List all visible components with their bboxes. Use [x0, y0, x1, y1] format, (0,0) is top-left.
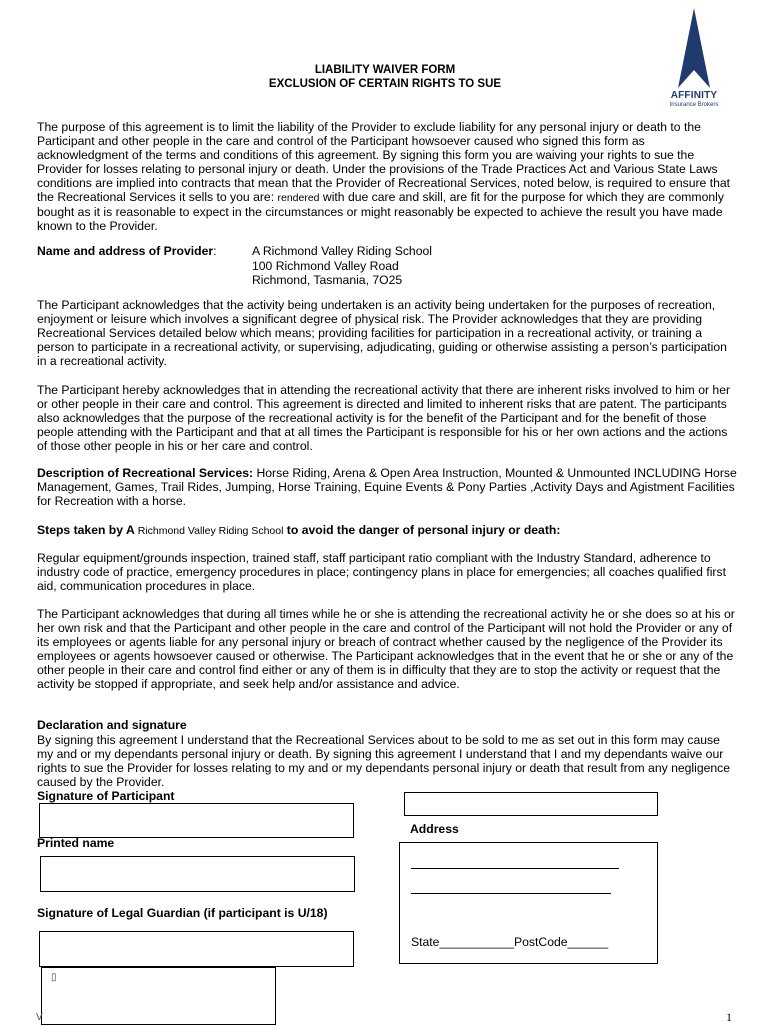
- printed-name-label: Printed name: [37, 836, 115, 850]
- address-label: Address: [410, 822, 459, 836]
- declaration-paragraph: By signing this agreement I understand that the Recreational Services about to be sold to me as set out in this form may cause my and or my dependants personal injury or death. By signing this agreement I understand that I and my dependants waive our rights to sue the Provider for losses relating to my and or my dependants personal injury or death that result from any negligence caused by the Provider.: [37, 733, 731, 789]
- affinity-logo: [664, 8, 724, 110]
- steps-prefix: Steps taken by A: [37, 523, 138, 537]
- acknowledgement-paragraph-1: The Participant acknowledges that the activity being undertaken is an activity being undertaken for the purposes of recreation, enjoyment or leisure which involves a significant degree of physical risk. The Provider acknowledges that they are providing Recreational Services detailed below which means; providing facilities for participation in a recreational activity, or training a person to participate in a recreational activity, or supervising, adjudicating, guiding or otherwise assisting a person’s participation in a recreational activity.: [37, 298, 727, 368]
- declaration-heading: Declaration and signature: [37, 718, 187, 732]
- acknowledgement-paragraph-2: The Participant hereby acknowledges that in attending the recreational activity that there are inherent risks involved to him or her or other people in their care and control. This agreement is directed and limited to inherent risks that are patent. The participants also acknowledges that the purpose of the recreational activity is for the benefit of the Participant and for the benefit of those people attending with the Participant and that at all times the Participant is responsible for his or her own actions and the actions of those other people in his or her care and control.: [37, 383, 731, 453]
- steps-heading: [37, 523, 737, 538]
- guardian-signature-field[interactable]: [39, 931, 354, 967]
- services-paragraph: [37, 466, 737, 508]
- extra-field-box[interactable]: [41, 967, 276, 1025]
- checkbox-icon: ▯: [51, 972, 57, 983]
- form-subtitle: EXCLUSION OF CERTAIN RIGHTS TO SUE: [268, 78, 502, 90]
- steps-suffix: to avoid the danger of personal injury or death:: [283, 523, 561, 537]
- services-text: Horse Riding, Arena & Open Area Instruction, Mounted & Unmounted INCLUDING Horse Management, Games, Trail Rides, Jumping, Horse Training, Equine Events & Pony Parties ,Activity Days and Agistment Facilities for Recreation with a horse.: [37, 466, 737, 508]
- state-postcode-line: State___________PostCode______: [411, 935, 609, 949]
- form-title: LIABILITY WAIVER FORM: [314, 64, 456, 76]
- risk-paragraph: The Participant acknowledges that during all times while he or she is attending the recreational activity he or she does so at his or her own risk and that the Participant and other people in the care and control of the Participant will not hold the Provider or any of its employees or agents liable for any personal injury or breach of contract whether caused by the negligence of the Provider its employees or agents howsoever caused or otherwise. The Participant acknowledges that in the event that he or she or any of the other people in their care and control find either or any of them is in difficulty that they are to stop the activity or request that the activity be stopped if appropriate, and seek help and/or assistance and advice.: [37, 607, 735, 691]
- participant-signature-field[interactable]: [39, 803, 354, 838]
- provider-label-colon: :: [213, 244, 217, 258]
- provider-city: Richmond, Tasmania, 7O25: [252, 273, 403, 287]
- logo-arrow-icon: [678, 8, 710, 88]
- purpose-paragraph: [37, 120, 737, 233]
- provider-name: A Richmond Valley Riding School: [252, 244, 432, 258]
- provider-street: 100 Richmond Valley Road: [252, 258, 399, 273]
- logo-name: AFFINITY: [670, 90, 718, 101]
- purpose-text-after: with due care and skill, are fit for the purpose for which they are commonly bought as it is reasonable to expect in the circumstances or might reasonably be expected to achieve the result you have made known to the Provider.: [37, 190, 724, 233]
- printed-name-field[interactable]: [40, 856, 355, 892]
- provider-address: [252, 244, 432, 288]
- page-number: 1: [726, 1010, 732, 1024]
- provider-label: Name and address of Provider: [37, 244, 214, 258]
- date-field[interactable]: [404, 792, 658, 816]
- services-label: Description of Recreational Services:: [37, 466, 254, 480]
- address-line-2: [411, 893, 611, 894]
- guardian-signature-label: Signature of Legal Guardian (if participant is U/18): [37, 906, 328, 920]
- steps-paragraph: Regular equipment/grounds inspection, trained staff, staff participant ratio compliant with the Industry Standard, adherence to industry code of practice, emergency procedures in place; contingency plans in place for emergencies; all coaches qualified first aid, communication procedures in place.: [37, 551, 726, 593]
- steps-school: Richmond Valley Riding School: [137, 525, 284, 537]
- purpose-small-word: rendered: [277, 192, 320, 204]
- purpose-text-before: The purpose of this agreement is to limit the liability of the Provider to exclude liability for any personal injury or death to the Participant and other people in the care and control of the Participant howsoever caused who signed this form as acknowledgment of the terms and conditions of this agreement. By signing this form you are waiving your rights to sue the Provider for losses relating to personal injury or death. Under the provisions of the Trade Practices Act and Various State Laws conditions are implied into contracts that mean that the Provider of Recreational Services, noted below, is required to ensure that the Recreational Services it sells to you are:: [37, 120, 731, 204]
- participant-signature-label: Signature of Participant: [37, 789, 175, 803]
- address-line-1: [411, 868, 619, 869]
- footer-version-mark: V: [36, 1012, 43, 1023]
- provider-label-row: [37, 244, 217, 258]
- logo-subtitle: Insurance Brokers: [669, 102, 719, 108]
